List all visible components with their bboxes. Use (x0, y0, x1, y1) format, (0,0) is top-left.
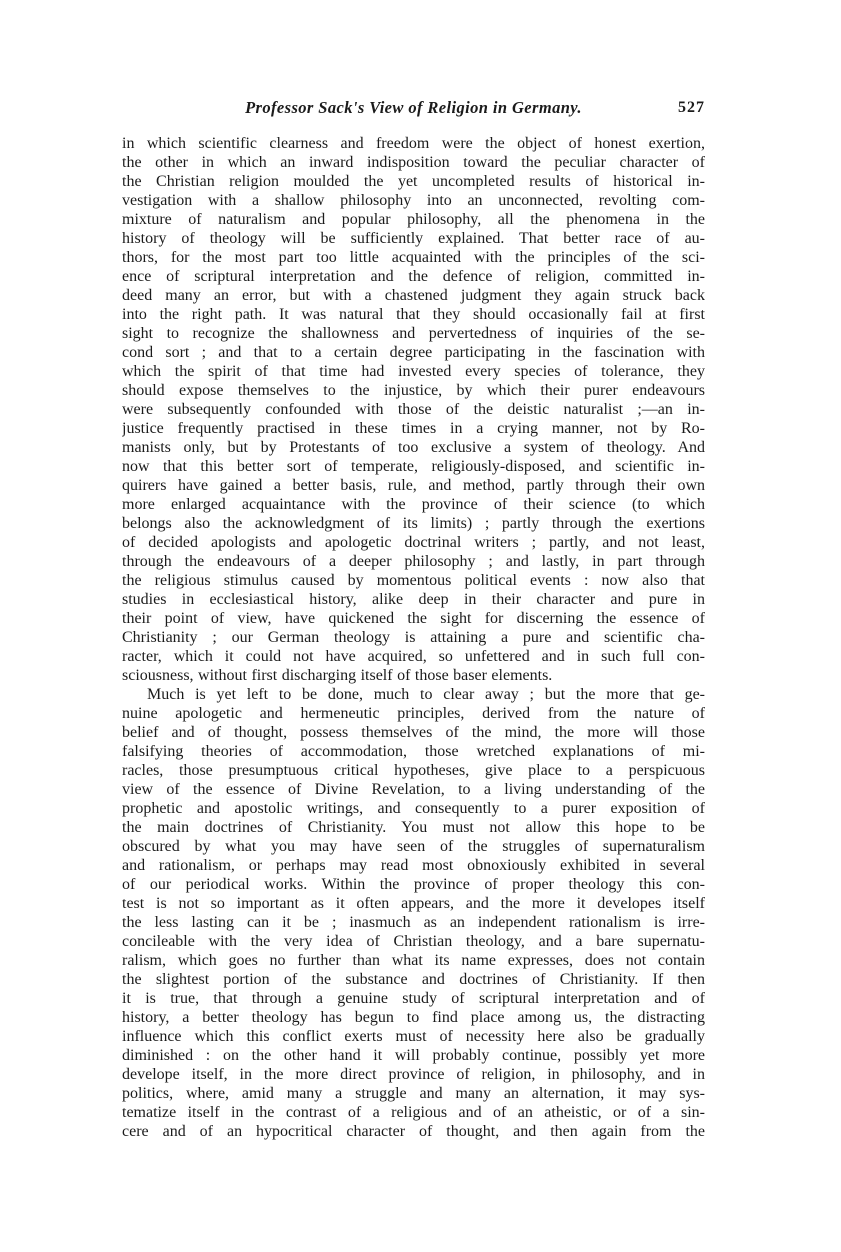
text-line: the less lasting can it be ; inasmuch as an independent rationalism is irre- (122, 914, 705, 931)
text-line: diminished : on the other hand it will probably continue, possibly yet more (122, 1047, 705, 1064)
text-line: test is not so important as it often appears, and the more it developes itself (122, 895, 705, 912)
text-line: which the spirit of that time had invested every species of tolerance, they (122, 363, 705, 380)
text-line: tematize itself in the contrast of a religious and of an atheistic, or of a sin- (122, 1104, 705, 1121)
text-line: more enlarged acquaintance with the province of their science (to which (122, 496, 705, 513)
text-line: belief and of thought, possess themselves of the mind, the more will those (122, 724, 705, 741)
page-body (122, 134, 705, 1141)
text-line: of decided apologists and apologetic doctrinal writers ; partly, and not least, (122, 534, 705, 551)
running-header (122, 97, 705, 119)
text-line: quirers have gained a better basis, rule, and method, partly through their own (122, 477, 705, 494)
text-line: obscured by what you may have seen of the struggles of supernaturalism (122, 838, 705, 855)
text-line: the other in which an inward indisposition toward the peculiar character of (122, 154, 705, 171)
text-line: now that this better sort of temperate, religiously-disposed, and scientific in- (122, 458, 705, 475)
text-line: Christianity ; our German theology is attaining a pure and scientific cha- (122, 629, 705, 646)
text-line: the Christian religion moulded the yet uncompleted results of historical in- (122, 173, 705, 190)
text-line: cere and of an hypocritical character of thought, and then again from the (122, 1123, 705, 1140)
paragraph (122, 685, 705, 1141)
text-line: and rationalism, or perhaps may read most obnoxiously exhibited in several (122, 857, 705, 874)
text-line: the slightest portion of the substance and doctrines of Christianity. If then (122, 971, 705, 988)
text-line: it is true, that through a genuine study of scriptural interpretation and of (122, 990, 705, 1007)
text-line: in which scientific clearness and freedom were the object of honest exertion, (122, 135, 705, 152)
text-line: should expose themselves to the injustice, by which their purer endeavours (122, 382, 705, 399)
text-line: through the endeavours of a deeper philosophy ; and lastly, in part through (122, 553, 705, 570)
text-line: the main doctrines of Christianity. You must not allow this hope to be (122, 819, 705, 836)
text-line: of our periodical works. Within the province of proper theology this con- (122, 876, 705, 893)
text-line: history of theology will be sufficiently explained. That better race of au- (122, 230, 705, 247)
text-line: were subsequently confounded with those of the deistic naturalist ;—an in- (122, 401, 705, 418)
text-line: politics, where, amid many a struggle and many an alternation, it may sys- (122, 1085, 705, 1102)
text-line: history, a better theology has begun to find place among us, the distracting (122, 1009, 705, 1026)
text-line: vestigation with a shallow philosophy into an unconnected, revolting com- (122, 192, 705, 209)
text-line: their point of view, have quickened the sight for discerning the essence of (122, 610, 705, 627)
text-line: prophetic and apostolic writings, and consequently to a purer exposition of (122, 800, 705, 817)
text-line: cond sort ; and that to a certain degree participating in the fascination with (122, 344, 705, 361)
text-line: belongs also the acknowledgment of its limits) ; partly through the exertions (122, 515, 705, 532)
text-line: manists only, but by Protestants of too exclusive a system of theology. And (122, 439, 705, 456)
text-line: sciousness, without first discharging itself of those baser elements. (122, 667, 553, 684)
text-line: racles, those presumptuous critical hypotheses, give place to a perspicuous (122, 762, 705, 779)
text-line: ence of scriptural interpretation and the defence of religion, committed in- (122, 268, 705, 285)
text-line: nuine apologetic and hermeneutic principles, derived from the nature of (122, 705, 705, 722)
text-line: justice frequently practised in these times in a crying manner, not by Ro- (122, 420, 705, 437)
text-line: sight to recognize the shallowness and pervertedness of inquiries of the se- (122, 325, 705, 342)
text-line: deed many an error, but with a chastened judgment they again struck back (122, 287, 705, 304)
text-line: view of the essence of Divine Revelation, to a living understanding of the (122, 781, 705, 798)
text-line: mixture of naturalism and popular philosophy, all the phenomena in the (122, 211, 705, 228)
text-line: falsifying theories of accommodation, those wretched explanations of mi- (122, 743, 705, 760)
text-line: into the right path. It was natural that they should occasionally fail at first (122, 306, 705, 323)
text-line: racter, which it could not have acquired, so unfettered and in such full con- (122, 648, 705, 665)
text-line: studies in ecclesiastical history, alike deep in their character and pure in (122, 591, 705, 608)
page-number: 527 (678, 99, 705, 116)
text-line: ralism, which goes no further than what its name expresses, does not contain (122, 952, 705, 969)
paragraph (122, 134, 705, 685)
text-line: develope itself, in the more direct province of religion, in philosophy, and in (122, 1066, 705, 1083)
text-line: concileable with the very idea of Christian theology, and a bare supernatu- (122, 933, 705, 950)
text-column (122, 0, 705, 1252)
text-line: influence which this conflict exerts must of necessity here also be gradually (122, 1028, 705, 1045)
running-head-title: Professor Sack's View of Religion in Germany. (245, 98, 582, 117)
text-line: Much is yet left to be done, much to clear away ; but the more that ge- (147, 686, 705, 703)
text-line: thors, for the most part too little acquainted with the principles of the sci- (122, 249, 705, 266)
text-line: the religious stimulus caused by momentous political events : now also that (122, 572, 705, 589)
